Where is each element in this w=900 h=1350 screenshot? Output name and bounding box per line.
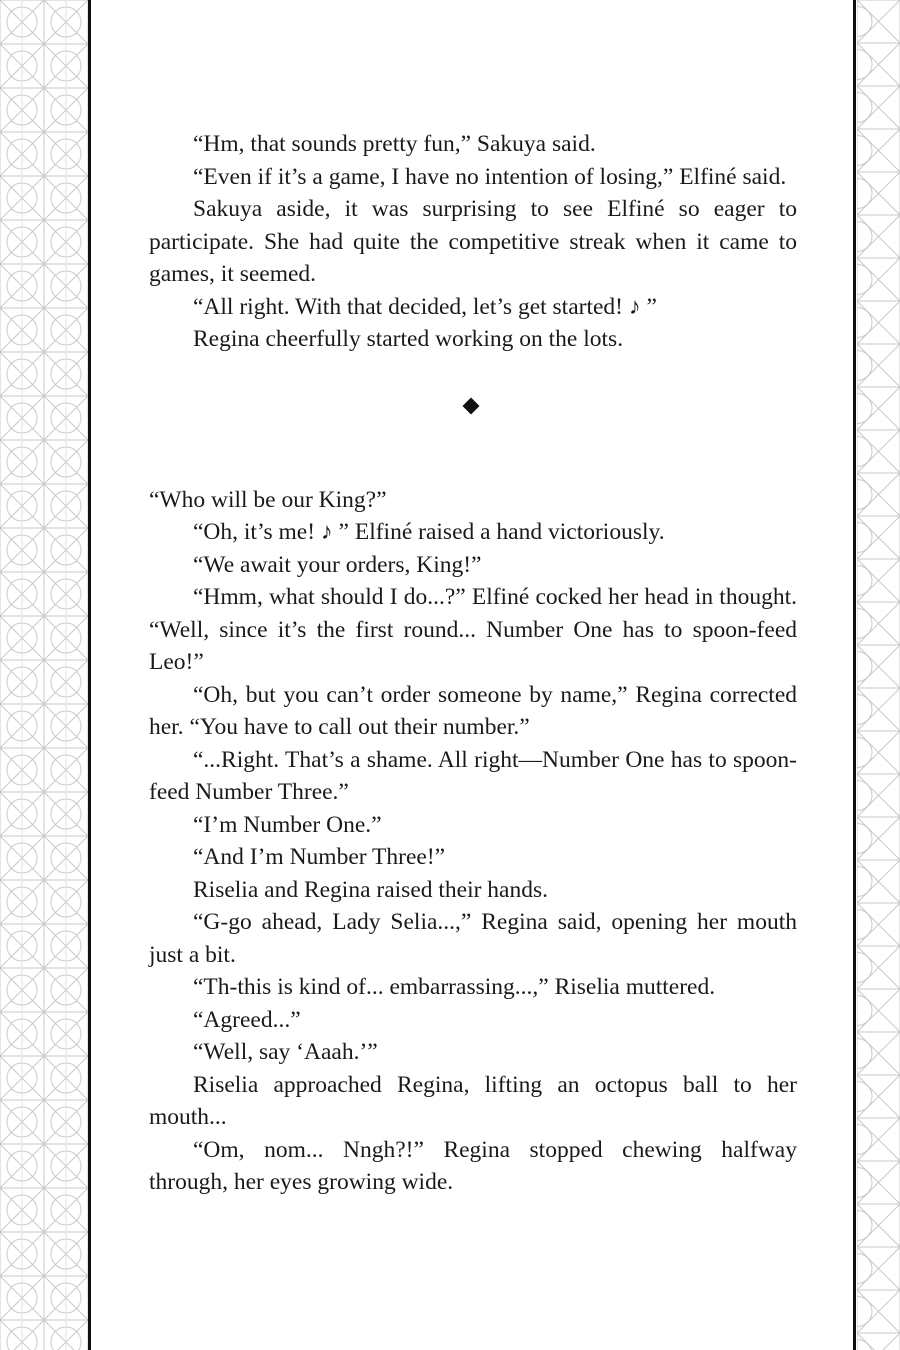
paragraph: “And I’m Number Three!”: [193, 844, 446, 870]
diamond-icon: [463, 397, 480, 414]
paragraph: “Oh, but you can’t order someone by name,” Regina corrected her. “You have to call out their number.”: [149, 681, 797, 740]
paragraph: “All right. With that decided, let’s get started! ♪ ”: [193, 293, 657, 320]
paragraph: “Who will be our King?”: [149, 486, 387, 513]
paragraph: Sakuya aside, it was surprising to see Elfiné so eager to participate. She had quite the competitive streak when it came to games, it seemed.: [149, 196, 797, 287]
paragraph: “Even if it’s a game, I have no intention of losing,” Elfiné said.: [193, 163, 787, 190]
right-border-rule: [853, 0, 856, 1350]
paragraph: “Agreed...”: [193, 1006, 301, 1033]
section-break: [149, 356, 797, 484]
paragraph: Riselia approached Regina, lifting an octopus ball to her mouth...: [149, 1071, 797, 1130]
paragraph: “Th-this is kind of... embarrassing...,” Riselia muttered.: [193, 974, 716, 1000]
paragraph: Regina cheerfully started working on the lots.: [193, 326, 624, 352]
paragraph: “...Right. That’s a shame. All right—Number One has to spoon-feed Number Three.”: [149, 746, 797, 805]
paragraph: Riselia and Regina raised their hands.: [193, 876, 549, 903]
paragraph: “We await your orders, King!”: [193, 551, 482, 578]
text-section-2: [149, 484, 797, 1199]
page-text-body: [149, 128, 797, 1199]
paragraph: “I’m Number One.”: [193, 811, 382, 838]
paragraph: “Om, nom... Nngh?!” Regina stopped chewing halfway through, her eyes growing wide.: [149, 1136, 797, 1195]
paragraph: “Oh, it’s me! ♪ ” Elfiné raised a hand victoriously.: [193, 519, 665, 545]
paragraph: “G-go ahead, Lady Selia...,” Regina said, opening her mouth just a bit.: [149, 909, 797, 968]
text-section-1: [149, 128, 797, 356]
decorative-border-left: [0, 0, 88, 1350]
paragraph: “Hm, that sounds pretty fun,” Sakuya said.: [193, 131, 596, 157]
decorative-border-right: [857, 0, 900, 1350]
paragraph: “Hmm, what should I do...?” Elfiné cocked her head in thought. “Well, since it’s the first round... Number One has to spoon-feed Leo!”: [149, 584, 797, 675]
left-border-rule: [88, 0, 91, 1350]
paragraph: “Well, say ‘Aaah.’”: [193, 1039, 378, 1065]
